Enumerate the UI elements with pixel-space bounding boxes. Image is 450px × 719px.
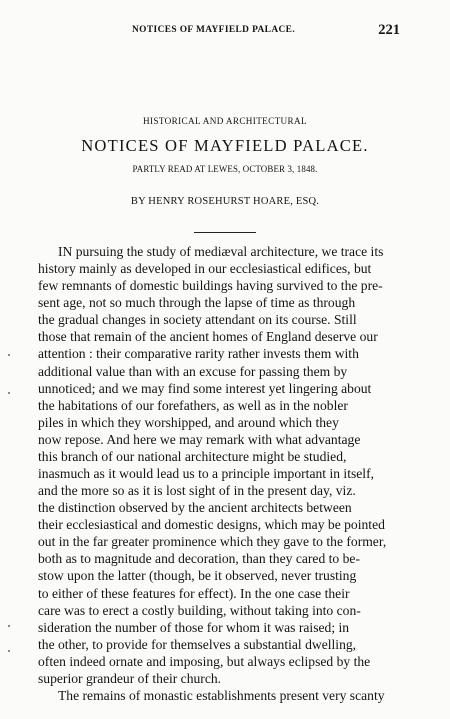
margin-mark <box>8 354 10 356</box>
body-line-13: this branch of our national architecture might be studied, <box>38 448 347 464</box>
body-line-27: The remains of monastic establishments present very scanty <box>58 688 385 704</box>
author-line: BY HENRY ROSEHURST HOARE, ESQ. <box>130 196 320 207</box>
running-head <box>0 22 450 42</box>
body-line-14: inasmuch as it would lead us to a principle important in itself, <box>38 466 375 482</box>
body-line-4: sent age, not so much through the lapse of time as through <box>38 295 356 311</box>
page-number: 221 <box>378 22 400 38</box>
body-line-10: the habitations of our forefathers, as well as in the nobler <box>38 397 348 413</box>
body-line-20: stow upon the latter (though, be it observed, never trusting <box>38 568 357 584</box>
body-line-25: often indeed ornate and imposing, but always eclipsed by the <box>38 653 371 669</box>
body-line-19: both as to magnitude and decoration, than they cared to be- <box>38 551 360 567</box>
body-line-7: attention : their comparative rarity rather invests them with <box>38 346 359 362</box>
body-line-12: now repose. And here we may remark with what advantage <box>38 431 361 447</box>
body-line-6: those that remain of the ancient homes of England deserve our <box>38 329 378 345</box>
body-line-16: the distinction observed by the ancient architects between <box>38 500 352 516</box>
body-line-24: the other, to provide for themselves a substantial dwelling, <box>38 636 357 652</box>
body-line-3: few remnants of domestic buildings having survived to the pre- <box>38 278 383 294</box>
body-line-1: IN pursuing the study of mediæval architecture, we trace its <box>58 244 384 259</box>
margin-mark <box>8 392 10 394</box>
body-line-9: unnoticed; and we may find some interest yet lingering about <box>38 380 372 396</box>
body-line-18: out in the far greater prominence which they gave to the former, <box>38 534 387 550</box>
body-line-21: to either of these features for effect). In the one case their <box>38 585 350 601</box>
article-title: NOTICES OF MAYFIELD PALACE. <box>81 136 369 155</box>
body-line-17: their ecclesiastical and domestic designs, which may be pointed <box>38 517 385 533</box>
body-text <box>38 243 414 704</box>
body-line-2: history mainly as developed in our ecclesiastical edifices, but <box>38 261 372 277</box>
body-line-11: piles in which they worshipped, and around which they <box>38 414 339 430</box>
margin-mark <box>8 625 10 627</box>
body-line-15: and the more so as it is lost sight of in the present day, viz. <box>38 483 356 499</box>
body-line-5: the gradual changes in society attendant on its course. Still <box>38 312 357 328</box>
margin-mark <box>8 650 10 652</box>
running-title: NOTICES OF MAYFIELD PALACE. <box>132 25 296 35</box>
reading-date: PARTLY READ AT LEWES, OCTOBER 3, 1848. <box>132 164 318 174</box>
body-line-8: additional value than with an excuse for passing them by <box>38 363 348 379</box>
body-line-26: superior grandeur of their church. <box>38 670 222 686</box>
body-line-22: care was to erect a costly building, without taking into con- <box>38 602 361 618</box>
title-divider <box>194 232 256 233</box>
article-kicker: HISTORICAL AND ARCHITECTURAL <box>143 116 307 126</box>
body-line-23: sideration the number of those for whom it was raised; in <box>38 619 350 635</box>
